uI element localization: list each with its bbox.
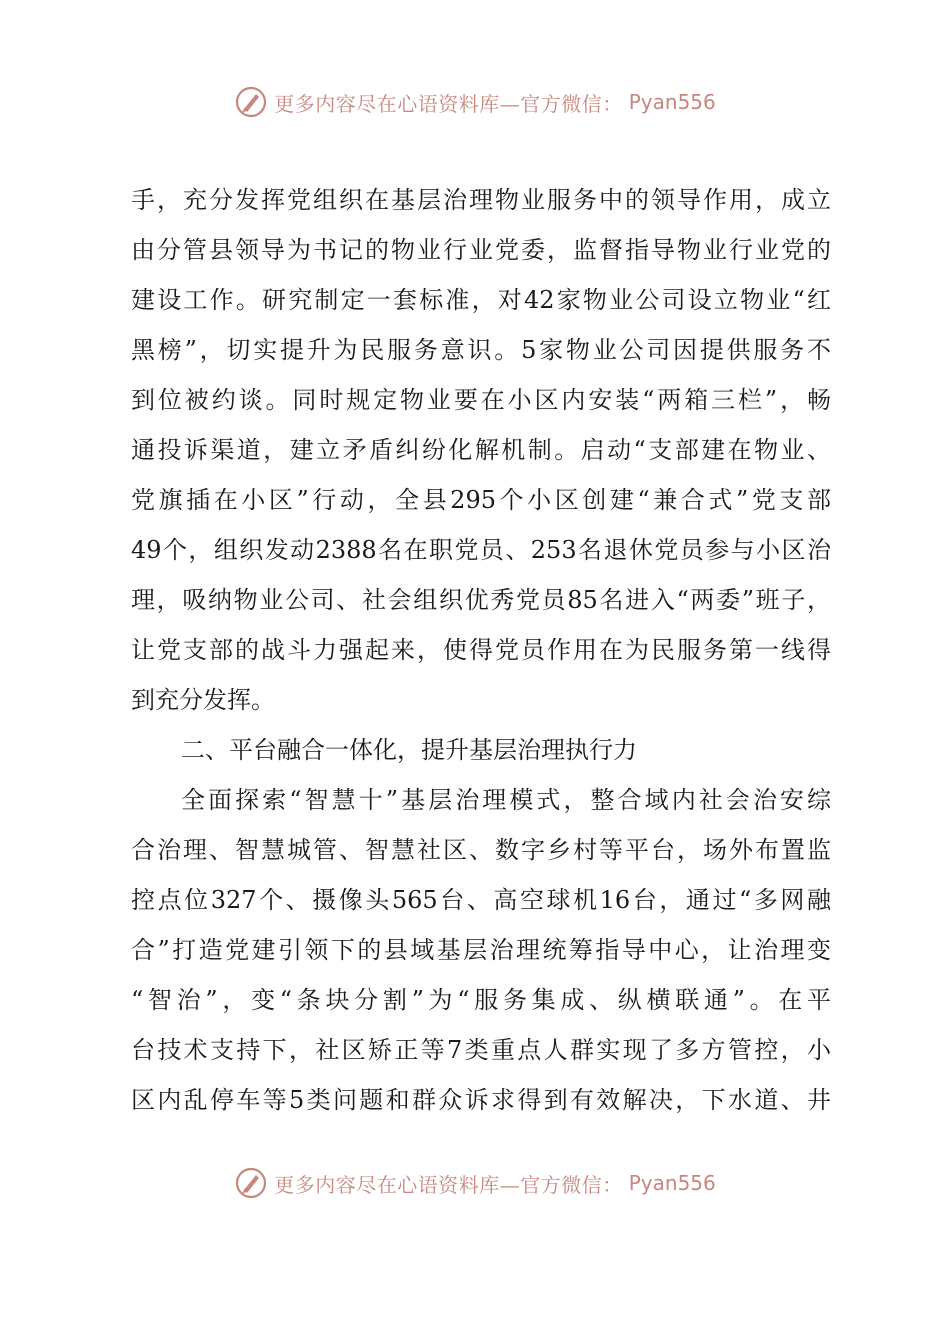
text-line: 党旗插在小区”行动，全县295个小区创建“兼合式”党支部 [131,486,831,514]
text-line: 台技术支持下，社区矫正等7类重点人群实现了多方管控，小 [131,1036,831,1064]
watermark-text: 更多内容尽在心语资料库—官方微信： [274,1172,623,1197]
text-line: 手，充分发挥党组织在基层治理物业服务中的领导作用，成立 [131,186,831,214]
section-heading: 二、平台融合一体化，提升基层治理执行力 [181,736,637,764]
text-line: 黑榜”，切实提升为民服务意识。5家物业公司因提供服务不 [131,336,831,364]
watermark-wechat-id: Pyan556 [628,90,716,114]
text-line: 让党支部的战斗力强起来，使得党员作用在为民服务第一线得 [131,636,831,664]
text-line: 到位被约谈。同时规定物业要在小区内安装“两箱三栏”，畅 [131,386,831,414]
watermark-wechat-id: Pyan556 [628,1171,716,1195]
paragraph-1 [131,175,831,725]
document-body [131,175,831,1125]
text-line: 建设工作。研究制定一套标准，对42家物业公司设立物业“红 [131,286,831,314]
header-watermark [0,82,950,122]
pen-logo-icon [234,85,268,119]
text-line: 由分管县领导为书记的物业行业党委，监督指导物业行业党的 [131,236,831,264]
text-line: 合治理、智慧城管、智慧社区、数字乡村等平台，场外布置监 [131,836,831,864]
text-line-first: 全面探索“智慧十”基层治理模式，整合域内社会治安综 [181,786,831,814]
watermark-text: 更多内容尽在心语资料库—官方微信： [274,91,623,116]
text-line: 控点位327个、摄像头565台、高空球机16台，通过“多网融 [131,886,831,914]
pen-logo-icon [234,1166,268,1200]
paragraph-2 [131,775,831,1125]
text-line: “智治”，变“条块分割”为“服务集成、纵横联通”。在平 [131,986,831,1014]
text-line: 49个，组织发动2388名在职党员、253名退休党员参与小区治 [131,536,831,564]
text-line-last: 到充分发挥。 [131,686,275,714]
text-line: 理，吸纳物业公司、社会组织优秀党员85名进入“两委”班子， [131,586,831,614]
text-line: 合”打造党建引领下的县域基层治理统筹指导中心，让治理变 [131,936,831,964]
text-line: 区内乱停车等5类问题和群众诉求得到有效解决，下水道、井 [131,1086,831,1114]
footer-watermark [0,1163,950,1203]
text-line: 通投诉渠道，建立矛盾纠纷化解机制。启动“支部建在物业、 [131,436,831,464]
